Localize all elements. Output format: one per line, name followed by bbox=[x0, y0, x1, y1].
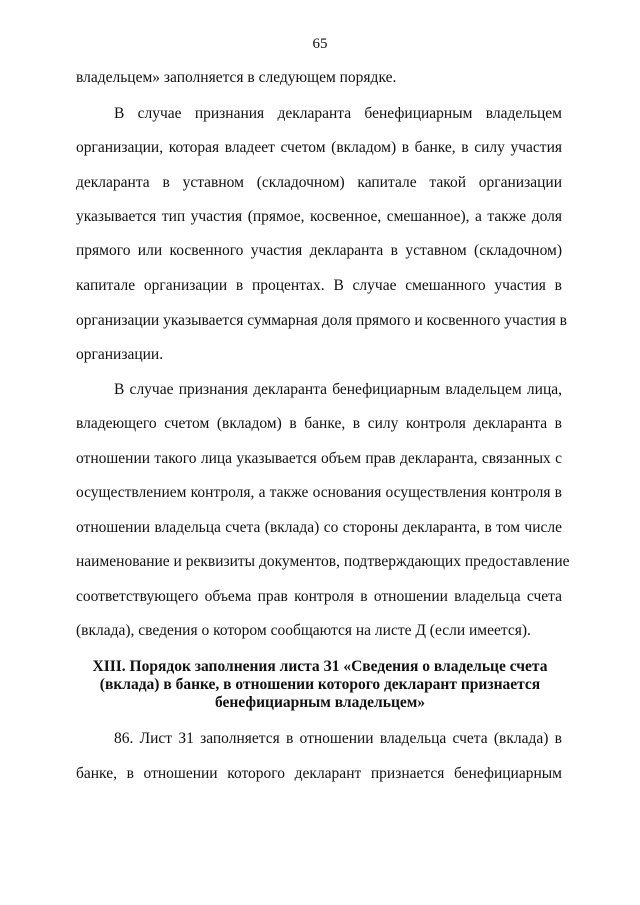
text-line: организации, которая владеет счетом (вкладом) в банке, в силу участия bbox=[76, 139, 562, 156]
text-line: отношении такого лица указывается объем прав декларанта, связанных с bbox=[76, 450, 562, 467]
text-line: (вклада), сведения о котором сообщаются на листе Д (если имеется). bbox=[76, 622, 531, 639]
text-line: В случае признания декларанта бенефициарным владельцем лица, bbox=[114, 381, 562, 398]
text-line: банке, в отношении которого декларант признается бенефициарным bbox=[76, 765, 562, 782]
text-line: В случае признания декларанта бенефициарным владельцем bbox=[114, 105, 562, 122]
text-line: организации указывается суммарная доля прямого и косвенного участия в bbox=[76, 312, 567, 329]
page-number: 65 bbox=[312, 36, 328, 52]
text-line: 86. Лист З1 заполняется в отношении владельца счета (вклада) в bbox=[114, 730, 562, 747]
text-line: организации. bbox=[76, 346, 164, 363]
section-heading-line: бенефициарным владельцем» bbox=[214, 694, 426, 711]
text-line: отношении владельца счета (вклада) со стороны декларанта, в том числе bbox=[76, 519, 562, 536]
text-line: наименование и реквизиты документов, подтверждающих предоставление bbox=[76, 553, 570, 570]
text-line: декларанта в уставном (складочном) капитале такой организации bbox=[76, 174, 562, 191]
text-line: осуществлением контроля, а также основания осуществления контроля в bbox=[76, 484, 562, 501]
text-line: капитале организации в процентах. В случае смешанного участия в bbox=[76, 277, 562, 294]
text-line: прямого или косвенного участия декларанта в уставном (складочном) bbox=[76, 242, 562, 259]
text-line: владеющего счетом (вкладом) в банке, в силу контроля декларанта в bbox=[76, 415, 562, 432]
section-heading-line: (вклада) в банке, в отношении которого декларант признается bbox=[99, 676, 541, 693]
section-heading-line: XIII. Порядок заполнения листа З1 «Сведения о владельце счета bbox=[92, 658, 548, 675]
text-line: соответствующего объема прав контроля в отношении владельца счета bbox=[76, 588, 562, 605]
text-line: владельцем» заполняется в следующем порядке. bbox=[76, 69, 397, 86]
text-line: указывается тип участия (прямое, косвенное, смешанное), а также доля bbox=[76, 208, 562, 225]
